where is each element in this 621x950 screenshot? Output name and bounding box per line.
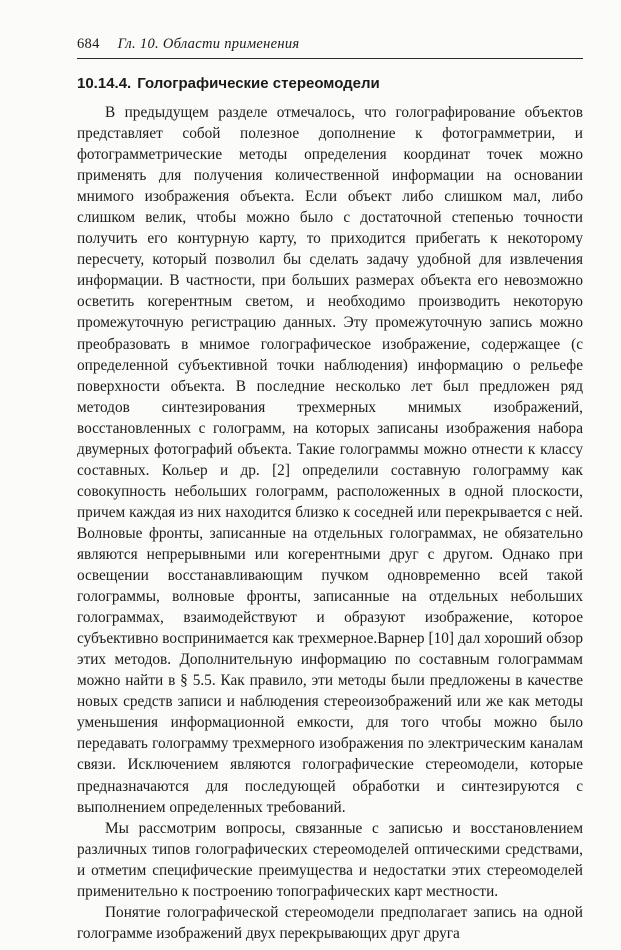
running-head	[77, 36, 583, 53]
section-number: 10.14.4.	[77, 75, 132, 92]
paragraph: Мы рассмотрим вопросы, связанные с записью и восстановлением различных типов голографических стереомоделей оптическими средствами, и отметим специфические преимущества и недостатки этих стереомоделей применительно к построению топографических карт местности.	[77, 819, 583, 900]
section-heading	[77, 75, 583, 92]
paragraph: В предыдущем разделе отмечалось, что голографирование объектов представляет собой полезное дополнение к фотограмметрии, и фотограмметрические методы определения координат точек можно применять для получения количественной информации на основании мнимого изображения объекта. Если объект либо слишком мал, либо слишком велик, чтобы можно было с достаточной степенью точности получить его контурную карту, то приходится прибегать к некоторому пересчету, который позволил бы сделать задачу удобной для извлечения информации. В частности, при больших размерах объекта его невозможно осветить когерентным светом, и необходимо производить некоторую промежуточную регистрацию данных. Эту промежуточную запись можно преобразовать в мнимое голографическое изображение, содержащее (с определенной субъективной точки наблюдения) информацию о рельефе поверхности объекта. В последние несколько лет был предложен ряд методов синтезирования трехмерных мнимых изображений, восстановленных с голограмм, на которых записаны изображения набора двумерных фотографий объекта. Такие голограммы можно отнести к классу составных. Кольер и др. [2] определили составную голограмму как совокупность небольших голограмм, расположенных в одной плоскости, причем каждая из них находится близко к соседней или перекрывается с ней. Волновые фронты, записанные на отдельных голограммах, не обязательно являются непрерывными или когерентными друг с другом. Однако при освещении восстанавливающим пучком одновременно всей такой голограммы, волновые фронты, записанные на отдельных небольших голограммах, взаимодействуют и образуют изображение, которое субъективно воспринимается как трехмерное.Варнер [10] дал хороший обзор этих методов. Дополнительную информацию по составным голограммам можно найти в § 5.5. Как правило, эти методы были предложены в качестве новых средств записи и наблюдения стереоизображений или же как методы уменьшения информационной емкости, для того чтобы можно было передавать голограмму трехмерного изображения по электрическим каналам связи. Исключением являются голографические стереомодели, которые предназначаются для последующей обработки и синтезируются с выполнением определенных требований.	[77, 104, 583, 816]
paragraph: Понятие голографической стереомодели предполагает запись на одной голограмме изображений двух перекрывающих друг друга	[77, 903, 583, 942]
chapter-title: Гл. 10. Области применения	[117, 36, 300, 52]
section-title: Голографические стереомодели	[137, 75, 380, 92]
header-rule	[77, 58, 583, 59]
page-number: 684	[77, 36, 100, 52]
body-text	[77, 102, 583, 944]
